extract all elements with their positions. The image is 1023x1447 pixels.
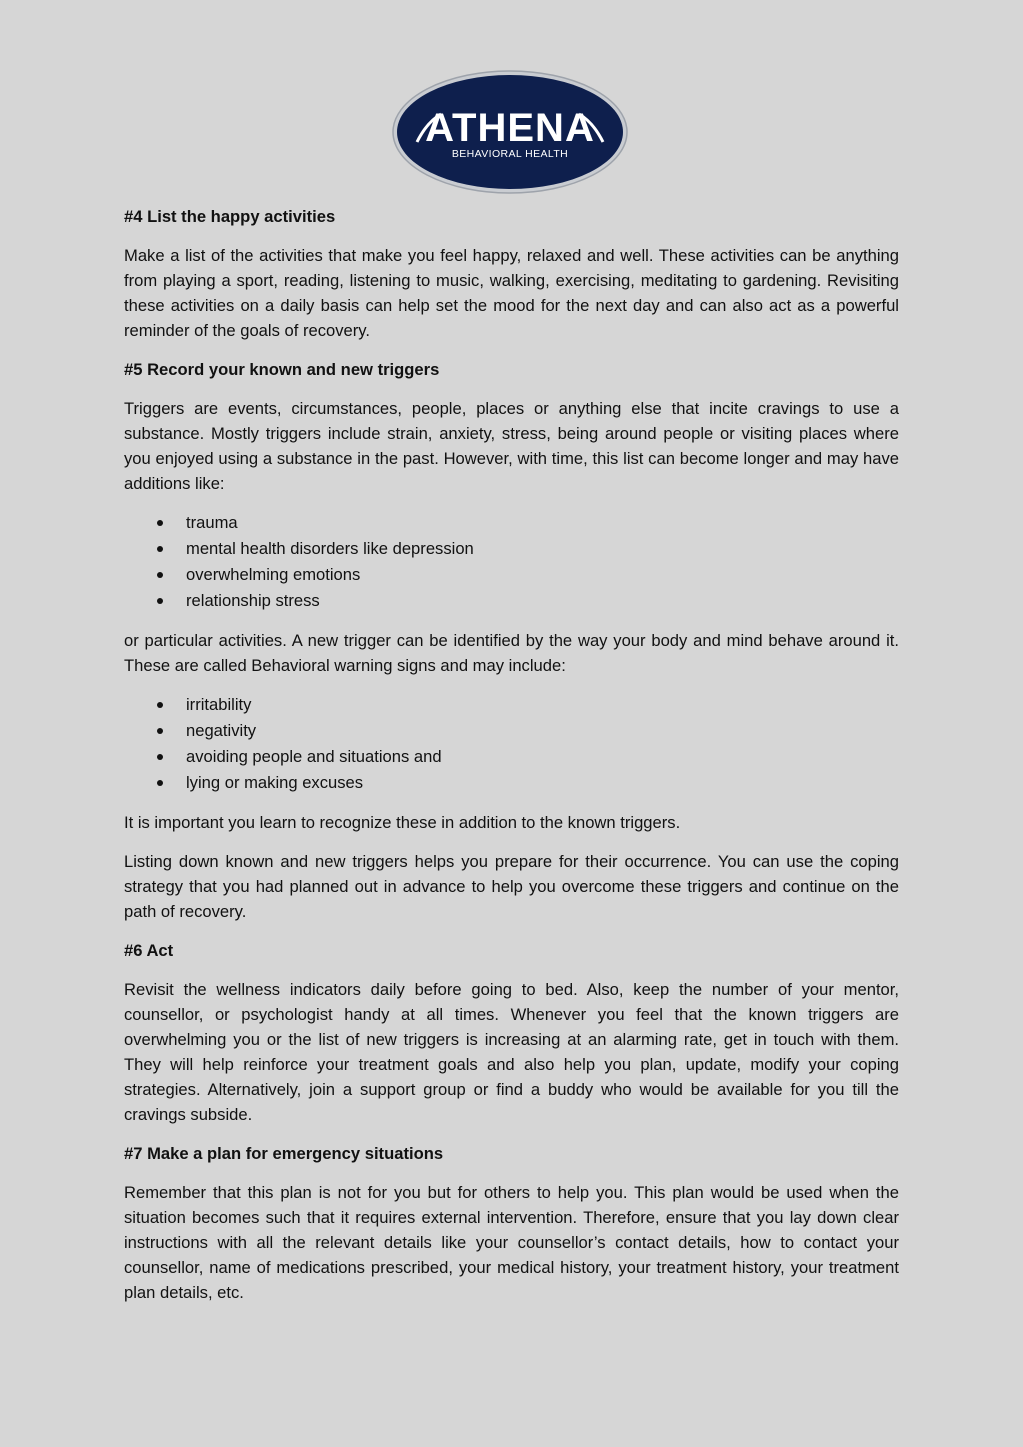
paragraph: Make a list of the activities that make you feel happy, relaxed and well. These activities can be anything from playing a sport, reading, listening to music, walking, exercising, meditating to gardening. Revisiting these activities on a daily basis can help set the mood for the next day and can also act as a powerful reminder of the goals of recovery.	[124, 246, 899, 340]
list-item-text: trauma	[186, 513, 238, 532]
list-item	[124, 770, 899, 796]
athena-logo	[391, 70, 629, 194]
list-item	[124, 744, 899, 770]
list-item	[124, 536, 899, 562]
section-heading: #7 Make a plan for emergency situations	[124, 1144, 444, 1163]
logo-badge	[391, 70, 629, 194]
bullet-list-triggers	[124, 510, 899, 614]
list-item	[124, 562, 899, 588]
paragraph: Remember that this plan is not for you but for others to help you. This plan would be used when the situation becomes such that it requires external intervention. Therefore, ensure that you lay down clear instructions with all the relevant details like your counsellor’s contact details, how to contact your counsellor, name of medications prescribed, your medical history, your treatment history, your treatment plan details, etc.	[124, 1183, 899, 1302]
list-item-text: relationship stress	[186, 591, 320, 610]
bullet-icon	[157, 754, 163, 760]
list-item-text: overwhelming emotions	[186, 565, 361, 584]
bullet-icon	[157, 702, 163, 708]
bullet-list-warning-signs	[124, 692, 899, 796]
paragraph: or particular activities. A new trigger can be identified by the way your body and mind behave around it. These are called Behavioral warning signs and may include:	[124, 631, 899, 675]
list-item-text: avoiding people and situations and	[186, 747, 442, 766]
paragraph: It is important you learn to recognize these in addition to the known triggers.	[124, 813, 681, 832]
list-item-text: negativity	[186, 721, 257, 740]
list-item	[124, 692, 899, 718]
list-item-text: lying or making excuses	[186, 773, 364, 792]
bullet-icon	[157, 572, 163, 578]
bullet-icon	[157, 546, 163, 552]
paragraph: Triggers are events, circumstances, people, places or anything else that incite cravings to use a substance. Mostly triggers include strain, anxiety, stress, being around people or visiting places where you enjoyed using a substance in the past. However, with time, this list can become longer and may have additions like:	[124, 399, 899, 493]
bullet-icon	[157, 598, 163, 604]
logo-brand-text: ATHENA	[425, 106, 595, 150]
list-item-text: mental health disorders like depression	[186, 539, 474, 558]
paragraph: Revisit the wellness indicators daily before going to bed. Also, keep the number of your mentor, counsellor, or psychologist handy at all times. Whenever you feel that the known triggers are overwhelming you or the list of new triggers is increasing at an alarming rate, get in touch with them. They will help reinforce your treatment goals and also help you plan, update, modify your coping strategies. Alternatively, join a support group or find a buddy who would be available for you till the cravings subside.	[124, 980, 899, 1124]
section-heading: #4 List the happy activities	[124, 207, 336, 226]
list-item	[124, 718, 899, 744]
document-body	[124, 204, 899, 1319]
paragraph: Listing down known and new triggers helps you prepare for their occurrence. You can use the coping strategy that you had planned out in advance to help you overcome these triggers and continue on the path of recovery.	[124, 852, 899, 921]
section-heading: #5 Record your known and new triggers	[124, 360, 440, 379]
bullet-icon	[157, 520, 163, 526]
list-item-text: irritability	[186, 695, 252, 714]
section-heading: #6 Act	[124, 941, 174, 960]
bullet-icon	[157, 728, 163, 734]
list-item	[124, 588, 899, 614]
bullet-icon	[157, 780, 163, 786]
list-item	[124, 510, 899, 536]
logo-tagline-text: BEHAVIORAL HEALTH	[451, 148, 569, 160]
